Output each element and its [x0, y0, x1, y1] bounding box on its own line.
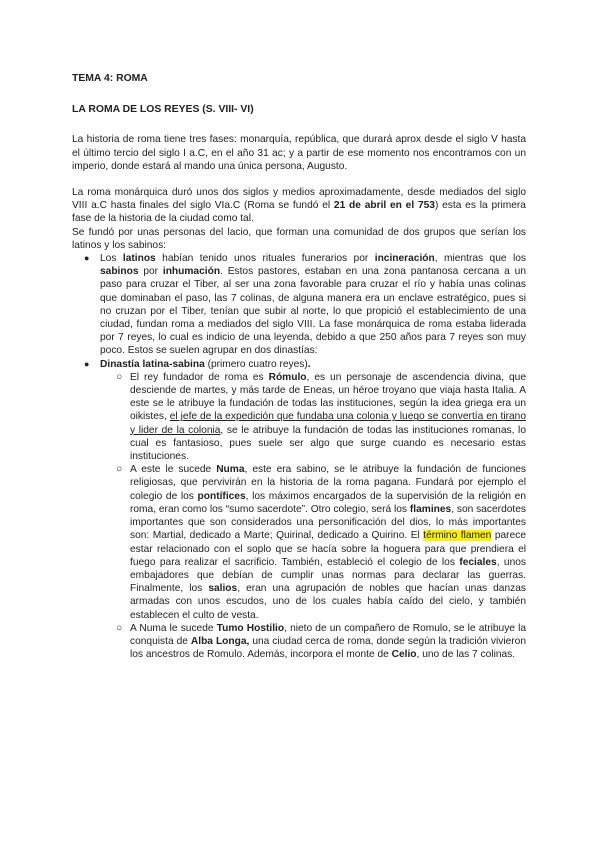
bold-term: Rómulo	[268, 371, 307, 383]
highlighted-text: término flamen	[423, 530, 492, 542]
text-run: Los	[100, 253, 123, 265]
section-title: LA ROMA DE LOS REYES (S. VIII- VI)	[72, 104, 254, 116]
text-run: , mientras que los	[434, 253, 527, 265]
bullet-icon: ●	[84, 358, 90, 369]
bold-term: feciales	[459, 556, 497, 568]
text-run: El rey fundador de roma es	[130, 371, 269, 383]
paragraph-monarquia	[72, 186, 526, 226]
bold-term: salios	[208, 583, 238, 595]
list-item-dinastia	[78, 358, 526, 662]
sub-bullet-list	[118, 371, 526, 661]
paragraph-fases: La historia de roma tiene tres fases: monarquía, república, que durará aprox desde el siglo V hasta el último tercio del siglo I a.C, en el año 31 ac; y a partir de ese momento nos encontramos con un imperio, donde estará al mando una única persona, Augusto.	[72, 134, 526, 172]
bold-term: sabinos	[100, 266, 139, 278]
paragraph-fundacion: Se fundó por unas personas del lacio, que forman una comunidad de dos grupos que serían los latinos y los sabinos:	[72, 226, 526, 251]
text-run: , se le atribuye la fundación de todas las instituciones romanas, lo cual es fantasioso, pues suele ser algo que surge cuando es necesario estas instituciones.	[130, 424, 526, 463]
text-run: . Estos pastores, estaban en una zona pantanosa cercana a un paso para cruzar el Tiber, al ser una zona favorable para cruzar el río y había unas colinas que dominaban el paso, las 7 colinas, de alguna manera era un enclave estratégico, pues si no cruzan por el Tiber, tenían que subir al norte, lo que propició el establecimiento de una ciudad, fundan roma a mediados del siglo VIII. La fase monárquica de roma estaba liderada por 7 reyes, lo cual es indicio de una leyenda, debido a que 250 años para 7 reyes son muy poco. Estos se suelen agrupar en dos dinastías:	[100, 266, 526, 357]
list-item-numa	[118, 463, 526, 621]
underlined-text: el jefe de la expedición que fundaba una colonia y luego se convertía en tirano y lider de la colonia	[130, 411, 526, 436]
bold-date: 21 de abril en el 753	[333, 200, 435, 212]
text-run: habían tenido unos rituales funerarios por	[155, 253, 375, 265]
text-run: por	[138, 266, 163, 278]
text-run: , unos embajadores que debían de cumplir unas normas para declarar las guerras. Finalmente, los	[130, 556, 526, 595]
text-run: (primero cuatro reyes)	[204, 358, 308, 370]
bullet-icon: ●	[84, 253, 90, 264]
hollow-bullet-icon: ○	[116, 464, 123, 476]
hollow-bullet-icon: ○	[116, 622, 123, 634]
main-bullet-list	[78, 252, 526, 661]
bold-term: latinos	[122, 253, 156, 265]
text-run: una ciudad cerca de roma, donde según la tradición vivieron los ancestros de Romulo. Además, incorpora el monte de	[130, 635, 527, 661]
text-run: , eran una agrupación de nobles que hacían unas danzas armadas con unos escudos, uno de los cuales había caído del cielo, y también establecen el culto de vesta.	[130, 583, 526, 621]
bold-term: .	[307, 358, 311, 370]
list-item-latinos	[78, 252, 526, 358]
text-run: A Numa le sucede	[130, 622, 217, 634]
bold-term: pontífices	[197, 490, 246, 502]
list-item-tulo	[118, 622, 526, 662]
bold-term: Dinastía latina-sabina	[100, 358, 205, 370]
text-run: A este le sucede	[130, 464, 217, 476]
bold-term: inhumación	[162, 266, 221, 278]
bold-term: Alba Longa,	[190, 635, 250, 647]
text-run: parece estar relacionado con el soplo que se hacía sobre la hoguera para que prendiera el fuego para realizar el sacrificio. También, estableció el colegio de los	[130, 530, 526, 568]
hollow-bullet-icon: ○	[116, 371, 123, 383]
bold-term: Numa	[216, 464, 245, 476]
bold-term: incineración	[374, 253, 435, 265]
bold-term: Celio	[391, 649, 417, 661]
list-item-romulo	[118, 371, 526, 463]
text-run: , son sacerdotes importantes que son considerados una personificación del dios, lo más importantes son: Martial, dedicado a Marte; Quirinal, dedicado a Quirino. El	[130, 503, 526, 542]
document-title: TEMA 4: ROMA	[72, 73, 148, 84]
text-run: , los máximos encargados de la supervisión de la religión en roma, eran como los “sumo sacerdote”. Otro colegio, será los	[130, 490, 526, 515]
text-run: , nieto de un compañero de Romulo, se le atribuye la conquista de	[130, 622, 527, 647]
bold-term: Tumo Hostilio	[216, 622, 285, 634]
text-run: ) esta es la primera fase de la historia de la ciudad como tal.	[72, 200, 526, 225]
bold-term: flamines	[409, 503, 452, 515]
text-run: , este era sabino, se le atribuye la fundación de funciones religiosas, que pervivirán en la historia de la roma pagana. Fundará por ejemplo el colegio de los	[130, 464, 526, 502]
text-run: La roma monárquica duró unos dos siglos y medios aproximadamente, desde mediados del siglo VIII a.C hasta finales del siglo VIa.C (Roma se fundó el	[72, 187, 526, 212]
document-page	[72, 64, 526, 661]
text-run: , es un personaje de ascendencia divina, que desciende de martes, y más tarde de Eneas, un héroe troyano que viaja hasta Italia. A este se le atribuye la fundación de todas las instituciones, según la idea griega era un oikistes,	[130, 371, 526, 423]
text-run: , uno de las 7 colinas.	[416, 649, 516, 661]
